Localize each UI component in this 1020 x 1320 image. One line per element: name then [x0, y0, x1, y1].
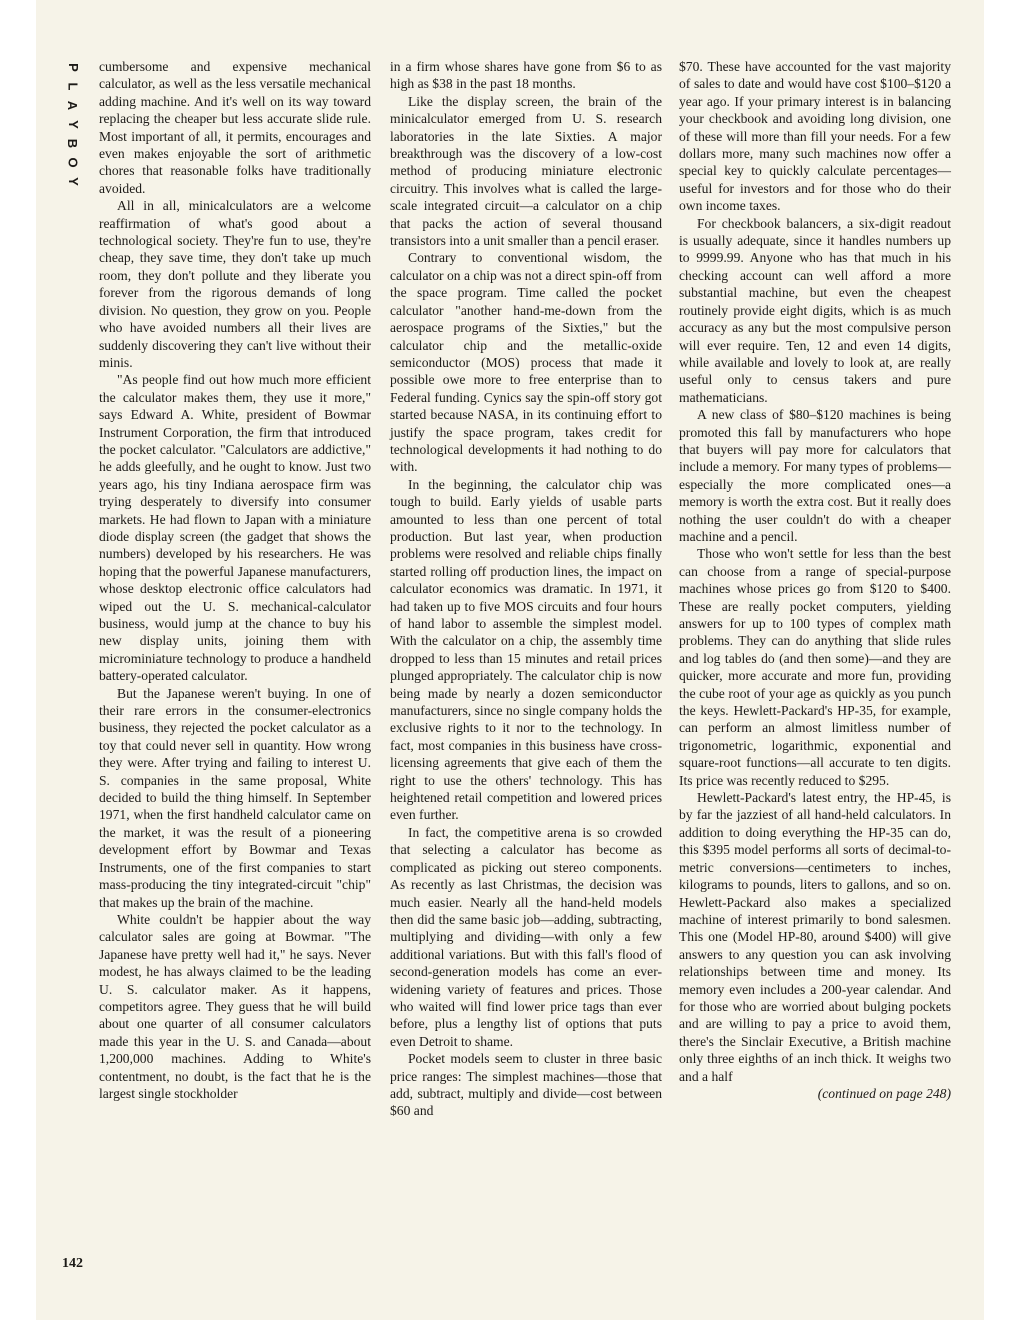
paragraph: Like the display screen, the brain of the minicalculator emerged from U. S. research laboratories in the late Sixties. A major breakthrough was the discovery of a low-cost method of producing miniature electronic circuitry. This involves what is called the large-scale integrated circuit—a calculator on a chip that packs the action of several thousand transistors into a unit smaller than a pencil eraser.: [390, 93, 662, 249]
paragraph: $70. These have accounted for the vast majority of sales to date and would have cost $100–$120 a year ago. If your primary interest is in balancing your checkbook and avoiding long division, one of these will more than fill your needs. For a few dollars more, many such machines now offer a special key to quickly calculate percentages—useful for investors and for those who do their own income taxes.: [679, 59, 951, 214]
paragraph: "As people find out how much more efficient the calculator makes them, they use it more," says Edward A. White, president of Bowmar Instrument Corporation, the firm that introduced the pocket calculator. "Calculators are addictive," he adds gleefully, and he ought to know. Just two years ago, his tiny Indiana aerospace firm was trying desperately to diversify into consumer markets. He had flown to Japan with a miniature diode display screen (the gadget that shows the numbers) developed by his researchers. He was hoping that the powerful Japanese manufacturers, whose desktop electronic office calculators had wiped out the U. S. mechanical-calculator business, would jump at the chance to buy his new display units, joining them with microminiature technology to produce a handheld battery-operated calculator.: [99, 372, 371, 684]
paragraph: For checkbook balancers, a six-digit readout is usually adequate, since it handles numbers up to 9999.99. Anyone who has that much in his checking account can well afford a more substantial machine, but even the cheapest routinely provide eight digits, which is as much accuracy as any but the most compulsive person will ever require. Ten, 12 and even 14 digits, while available and lovely to look at, are really useful only to census takers and pure mathematicians.: [679, 215, 951, 405]
paragraph: Those who won't settle for less than the best can choose from a range of special-purpose machines whose prices go from $120 to $400. These are really pocket computers, yielding answers for up to 100 types of complex math problems. They can do anything that slide rules and log tables do (and then some)—and they are quicker, more accurate and more fun, providing the cube root of your age as quickly as you punch the keys. Hewlett-Packard's HP-35, for example, can perform an almost limitless number of trigonometric, logarithmic, exponential and square-root functions—all accurate to ten digits. Its price was recently reduced to $295.: [679, 546, 951, 788]
masthead-letter: Y: [65, 177, 81, 186]
paragraph: in a firm whose shares have gone from $6 to as high as $38 in the past 18 months.: [390, 59, 662, 92]
masthead-letter: L: [65, 82, 81, 91]
paragraph: But the Japanese weren't buying. In one of their rare errors in the consumer-electronics business, they rejected the pocket calculator as a toy that could never sell in quantity. How wrong they were. After trying and failing to interest U. S. companies in the same proposal, White decided to build the thing himself. In September 1971, when the first handheld calculator came on the market, it was the result of a pioneering development effort by Bowmar and Texas Instruments, one of the first companies to start mass-producing the tiny integrated-circuit "chip" that makes up the brain of the machine.: [99, 685, 371, 910]
masthead-letter: A: [65, 100, 81, 111]
masthead-letter: Y: [65, 120, 81, 129]
paragraph: Contrary to conventional wisdom, the calculator on a chip was not a direct spin-off from the space program. Time called the pocket calculator "another hand-me-down from the aerospace programs of the Sixties," but the calculator chip and the metallic-oxide semiconductor (MOS) process that made it possible owe more to free enterprise than to Federal funding. Cynics say the spin-off story got started because NASA, in its continuing effort to justify the space program, takes credit for technological developments it had nothing to do with.: [390, 250, 662, 475]
paragraph: Pocket models seem to cluster in three basic price ranges: The simplest machines—those that add, subtract, multiply and divide—cost between $60 and: [390, 1051, 662, 1119]
continued-note: (continued on page 248): [817, 1085, 951, 1101]
page-number: 142: [62, 1256, 83, 1271]
paragraph: In fact, the competitive arena is so crowded that selecting a calculator has become as complicated as picking out stereo components. As recently as last Christmas, the decision was much easier. Nearly all the hand-held models then did the same basic job—adding, subtracting, multiplying and dividing—with only a few additional variations. But with this fall's flood of second-generation models has come an ever-widening variety of features and prices. Those who waited will find lower price tags than ever before, plus a lengthy list of options that puts even Detroit to shame.: [390, 824, 662, 1049]
text-column-1: [99, 58, 371, 1102]
paragraph: cumbersome and expensive mechanical calculator, as well as the less versatile mechanical adding machine. And it's well on its way toward replacing the cheaper but less accurate slide rule. Most important of all, it permits, encourages and even makes enjoyable the sort of arithmetic chores that reasonable folks have traditionally avoided.: [99, 59, 371, 196]
text-column-3: [679, 58, 951, 1102]
masthead-letter: P: [65, 63, 81, 72]
masthead-letter: O: [65, 157, 81, 168]
paragraph: In the beginning, the calculator chip was tough to build. Early yields of usable parts amounted to less than one percent of total production. But last year, when production problems were resolved and reliable chips finally started rolling off production lines, the impact on calculator economics was dramatic. In 1971, it had taken up to five MOS circuits and four hours of hand labor to assemble the simplest model. With the calculator on a chip, the assembly time dropped to less than 15 minutes and retail prices plunged appropriately. The calculator chip is now being made by nearly a dozen semiconductor manufacturers, since no single company holds the exclusive rights to it nor to the technology. In fact, most companies in this business have cross-licensing agreements that give each of them the right to use the others' technology. This has heightened retail competition and lowered prices even further.: [390, 476, 662, 823]
masthead-letter: B: [65, 138, 81, 149]
paragraph: A new class of $80–$120 machines is being promoted this fall by manufacturers who hope that buyers will pay more for calculators that include a memory. For many types of problems—especially the more complicated ones—a memory is worth the extra cost. But it really does nothing the user couldn't do with a cheaper machine and a pencil.: [679, 407, 951, 544]
paragraph: Hewlett-Packard's latest entry, the HP-45, is by far the jazziest of all hand-held calculators. In addition to doing everything the HP-35 can do, this $395 model performs all sorts of decimal-to-metric conversions—centimeters to inches, kilograms to pounds, liters to gallons, and so on. Hewlett-Packard also makes a specialized machine of interest primarily to bond salesmen. This one (Model HP-80, around $400) will give answers to any question you can ask involving relationships between time and money. Its memory even includes a 200-year calendar. And for those who are worried about bulging pockets and are willing to pay a price to avoid them, there's the Sinclair Executive, a British machine only three eighths of an inch thick. It weighs two and a half: [679, 790, 951, 1084]
paragraph: White couldn't be happier about the way calculator sales are going at Bowmar. "The Japanese have pretty well had it," he says. Never modest, he has always claimed to be the leading U. S. calculator maker. As it happens, competitors agree. They guess that he will build about one quarter of all consumer calculators made this year in the U. S. and Canada—about 1,200,000 machines. Adding to White's contentment, no doubt, is the fact that he is the largest single stockholder: [99, 911, 371, 1101]
playboy-masthead: [62, 58, 84, 191]
text-column-2: [390, 58, 662, 1120]
paragraph: All in all, minicalculators are a welcome reaffirmation of what's good about a technological society. They're fun to use, they're cheap, they save time, they don't take up much room, they don't pollute and they liberate you forever from the rigorous demands of long division. No question, they grow on you. People who have avoided numbers all their lives are suddenly discovering they can't live without their minis.: [99, 198, 371, 370]
